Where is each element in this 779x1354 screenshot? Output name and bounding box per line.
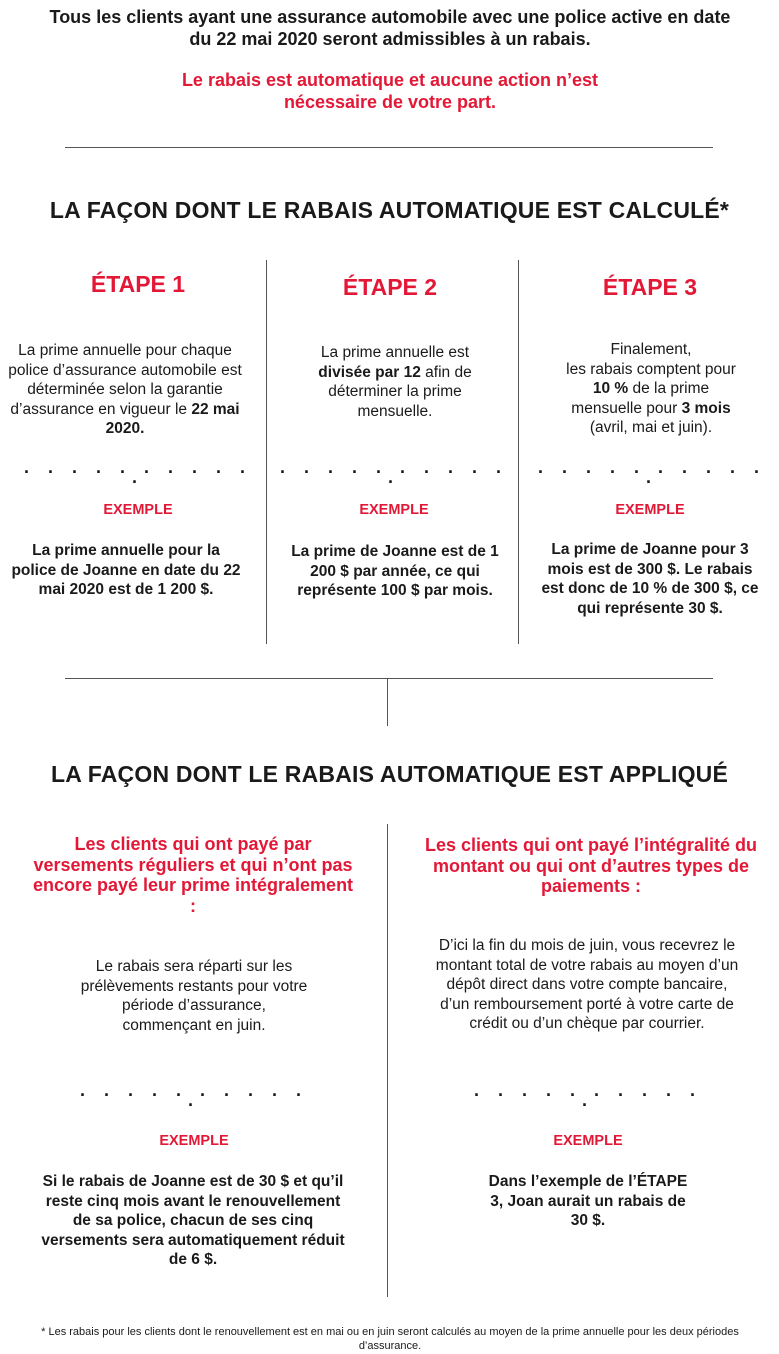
- step-1-title: ÉTAPE 1: [90, 271, 186, 297]
- apply-col-1-example: Si le rabais de Joanne est de 30 $ et qu’il reste cinq mois avant le renouvellement de sa police, chacun de ses cinq versements sera automatiquement réduit de 6 $.: [41, 1173, 345, 1268]
- step-3-body-percent: 10 %: [592, 380, 629, 397]
- apply-col-1-dots: . . . . . . . . . . .: [79, 1080, 309, 1110]
- step-2-body-end: afin de déterminer la prime mensuelle.: [328, 363, 472, 420]
- footnote: * Les rabais pour les clients dont le renouvellement est en mai ou en juin seront calculés au moyen de la prime annuelle pour les deux périodes d’assurance.: [41, 1326, 739, 1352]
- calc-section-title: LA FAÇON DONT LE RABAIS AUTOMATIQUE EST CALCULÉ*: [49, 197, 730, 223]
- connector-line: [387, 678, 388, 726]
- step-2-title: ÉTAPE 2: [342, 274, 438, 300]
- step-2-body-emphasis: divisée par 12: [318, 363, 421, 381]
- step-3-body-mid: de la prime mensuelle pour: [571, 380, 710, 417]
- step-divider-2: [518, 260, 519, 644]
- step-2-dots: . . . . . . . . . . .: [279, 457, 509, 487]
- apply-col-2-example: Dans l’exemple de l’ÉTAPE 3, Joan aurait un rabais de 30 $.: [488, 1173, 688, 1229]
- step-3-title: ÉTAPE 3: [602, 274, 698, 300]
- step-3-body-end: (avril, mai et juin).: [589, 419, 713, 436]
- step-2-body-text: La prime annuelle est: [320, 344, 470, 361]
- intro-highlight: Le rabais est automatique et aucune action n’est nécessaire de votre part.: [181, 70, 599, 112]
- step-2-example-label: EXEMPLE: [359, 502, 429, 518]
- step-2-body: [300, 343, 490, 421]
- apply-section-title: LA FAÇON DONT LE RABAIS AUTOMATIQUE EST APPLIQUÉ: [50, 761, 729, 787]
- step-1-body-date: 22 mai 2020.: [105, 400, 240, 437]
- apply-column-divider: [387, 824, 388, 1297]
- divider-middle: [65, 678, 713, 679]
- step-2-example: La prime de Joanne est de 1 200 $ par année, ce qui représente 100 $ par mois.: [291, 543, 499, 599]
- divider-top: [65, 147, 713, 148]
- step-1-body-text: La prime annuelle pour chaque police d’assurance automobile est déterminée selon la garantie d’assurance en vigueur le: [8, 342, 242, 418]
- apply-col-2-body: D’ici la fin du mois de juin, vous recevrez le montant total de votre rabais au moyen d’un dépôt direct dans votre compte bancaire, d’un remboursement porté à votre carte de crédit ou d’un chèque par courrier.: [435, 937, 739, 1032]
- apply-col-2-heading: Les clients qui ont payé l’intégralité du montant ou qui ont d’autres types de paiements :: [424, 835, 758, 896]
- intro-text: Tous les clients ayant une assurance automobile avec une police active en date du 22 mai 2020 seront admissibles à un rabais.: [49, 7, 731, 49]
- step-3-body-text: les rabais comptent pour: [566, 360, 736, 378]
- apply-col-2-dots: . . . . . . . . . . .: [473, 1080, 703, 1110]
- step-1-example-label: EXEMPLE: [103, 502, 173, 518]
- step-1-dots: . . . . . . . . . . .: [23, 457, 253, 487]
- step-3-example-label: EXEMPLE: [615, 502, 685, 518]
- step-3-example: La prime de Joanne pour 3 mois est de 300 $. Le rabais est donc de 10 % de 300 $, ce qui représente 30 $.: [541, 541, 759, 617]
- step-1-example: La prime annuelle pour la police de Joanne en date du 22 mai 2020 est de 1 200 $.: [11, 542, 241, 598]
- step-3-body: [556, 340, 746, 438]
- step-3-body-months: 3 mois: [681, 399, 731, 417]
- step-1-body: [5, 341, 245, 439]
- apply-col-2-example-label: EXEMPLE: [553, 1133, 623, 1149]
- apply-col-1-example-label: EXEMPLE: [159, 1133, 229, 1149]
- step-3-dots: . . . . . . . . . . .: [537, 457, 767, 487]
- step-3-body-intro: Finalement,: [610, 341, 692, 358]
- apply-col-1-heading: Les clients qui ont payé par versements réguliers et qui n’ont pas encore payé leur prime intégralement :: [32, 834, 354, 916]
- apply-col-1-body: Le rabais sera réparti sur les prélèvements restants pour votre période d’assurance, commençant en juin.: [80, 958, 308, 1034]
- step-divider-1: [266, 260, 267, 644]
